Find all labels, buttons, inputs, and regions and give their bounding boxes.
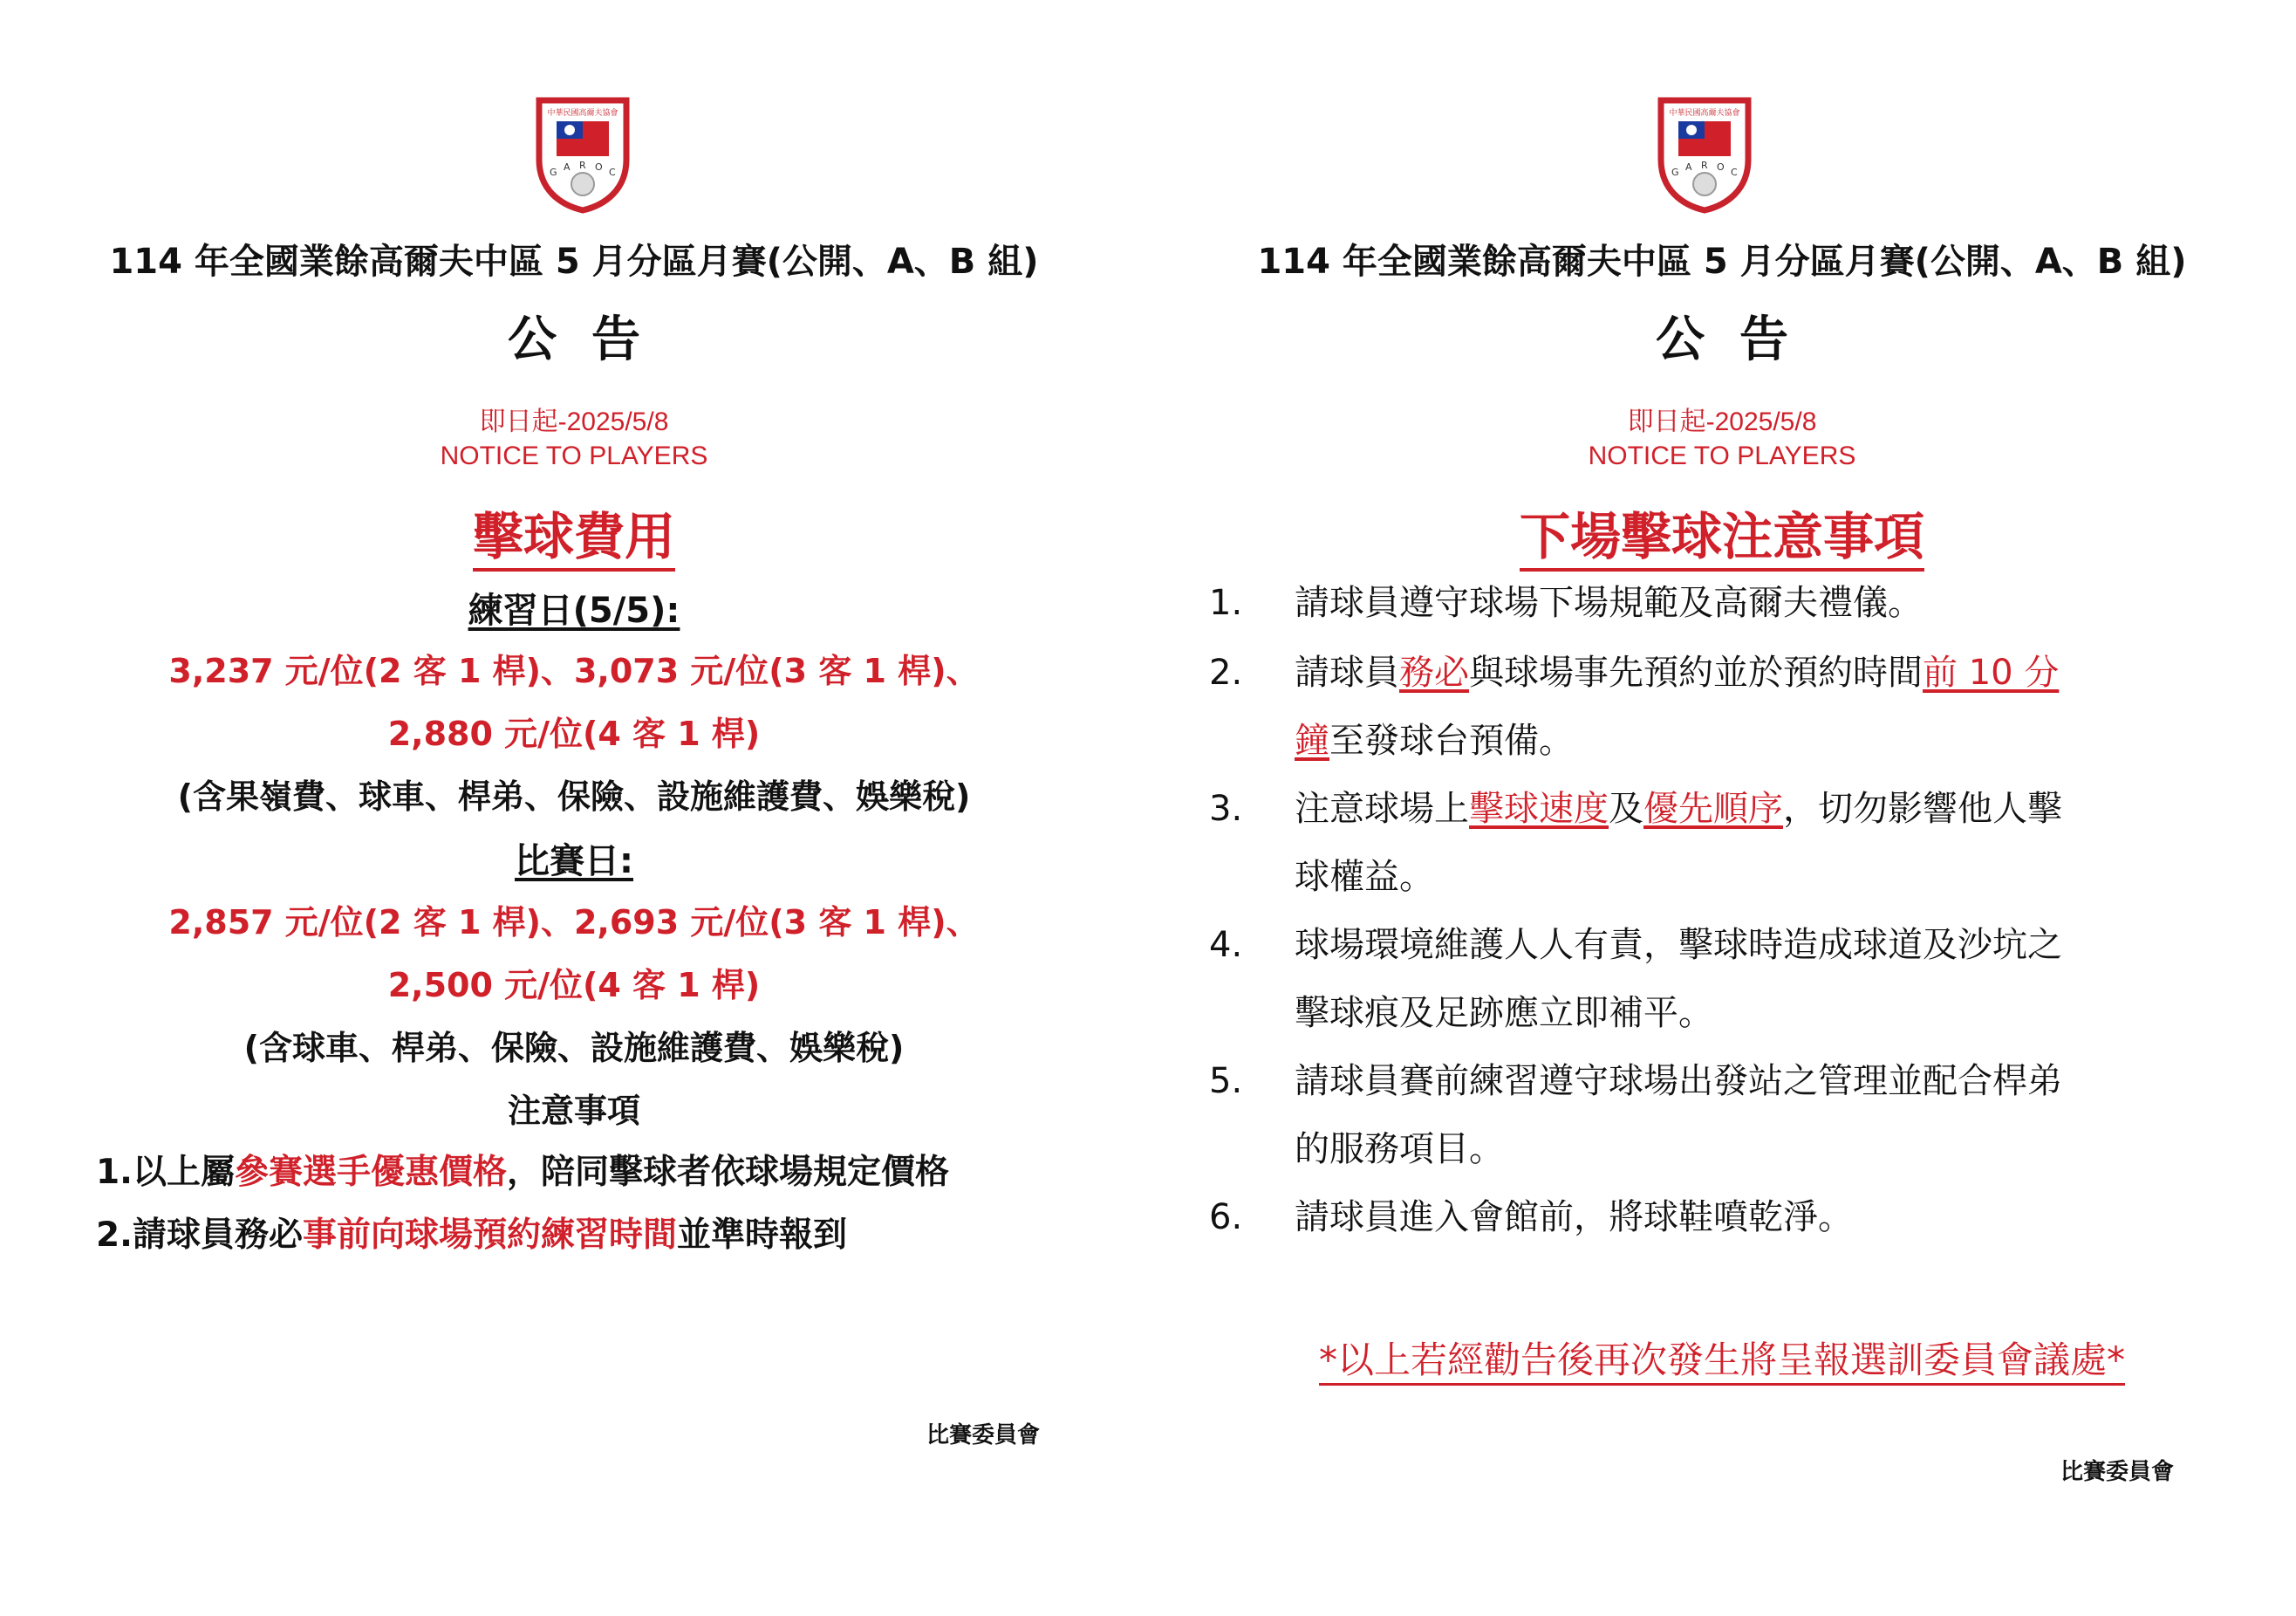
event-title: 114 年全國業餘高爾夫中區 5 月分區月賽(公開、A、B 組) bbox=[1257, 242, 2187, 282]
rule-highlight: 前 10 分 bbox=[1923, 653, 2060, 693]
rule-number: 2. bbox=[1209, 653, 1243, 693]
rule-text-part: 球場環境維護人人有責，擊球時造成球道及沙坑之 bbox=[1295, 925, 2062, 965]
note-1-prefix: 1.以上屬 bbox=[96, 1153, 235, 1192]
rule-text bbox=[1295, 911, 2219, 1047]
note-1 bbox=[96, 1145, 949, 1194]
rule-text-part: 請球員 bbox=[1295, 653, 1399, 693]
rule-highlight: 務必 bbox=[1399, 653, 1469, 693]
warning-notice-text: *以上若經勸告後再次發生將呈報選訓委員會議處* bbox=[1319, 1339, 2125, 1386]
rule-number: 6. bbox=[1209, 1197, 1243, 1237]
practice-day-label: 練習日(5/5): bbox=[468, 591, 680, 631]
svg-text:A: A bbox=[1685, 161, 1692, 173]
svg-text:R: R bbox=[579, 160, 586, 171]
rule-text-part: 至發球台預備。 bbox=[1329, 721, 1574, 761]
svg-text:A: A bbox=[564, 161, 571, 173]
announcement-heading: 公告 bbox=[1656, 312, 1823, 368]
warning-notice bbox=[1148, 1332, 2296, 1384]
rule-text-part: ，切勿影響他人擊 bbox=[1783, 789, 2062, 829]
match-includes: (含球車、桿弟、保險、設施維護費、娛樂稅) bbox=[243, 1029, 905, 1067]
rule-text: 請球員進入會館前，將球鞋噴乾淨。 bbox=[1295, 1197, 1853, 1237]
note-1-suffix: ，陪同擊球者依球場規定價格 bbox=[506, 1153, 949, 1192]
svg-text:G: G bbox=[1671, 167, 1679, 178]
match-prices-line1: 2,857 元/位(2 客 1 桿)、2,693 元/位(3 客 1 桿)、 bbox=[168, 903, 980, 942]
practice-prices-line2: 2,880 元/位(4 客 1 桿) bbox=[387, 715, 761, 753]
garoc-logo bbox=[530, 92, 635, 214]
date-line: 即日起-2025/5/8 bbox=[479, 407, 669, 436]
rule-text-part: 注意球場上 bbox=[1295, 789, 1469, 829]
fee-section-title bbox=[0, 496, 1148, 569]
note-2-highlight: 事前向球場預約練習時間 bbox=[302, 1215, 677, 1255]
rule-number: 4. bbox=[1209, 925, 1243, 965]
rule-highlight: 優先順序 bbox=[1643, 789, 1783, 829]
rule-text bbox=[1295, 639, 2219, 775]
note-2-prefix: 2.請球員務必 bbox=[96, 1215, 303, 1255]
notice-to-players: NOTICE TO PLAYERS bbox=[440, 442, 708, 470]
rules-section-title bbox=[1148, 496, 2296, 569]
rule-text-part: 球權益。 bbox=[1295, 857, 1434, 897]
svg-text:C: C bbox=[609, 167, 616, 178]
rule-number: 1. bbox=[1209, 583, 1243, 623]
rule-number: 3. bbox=[1209, 789, 1243, 829]
rule-highlight: 鐘 bbox=[1295, 721, 1329, 761]
rule-text-part: 及 bbox=[1609, 789, 1643, 829]
note-2 bbox=[96, 1208, 847, 1257]
svg-text:O: O bbox=[595, 161, 603, 173]
match-day-label: 比賽日: bbox=[515, 841, 633, 881]
svg-text:G: G bbox=[550, 167, 557, 178]
svg-text:O: O bbox=[1717, 161, 1725, 173]
rule-text: 請球員遵守球場下場規範及高爾夫禮儀。 bbox=[1295, 583, 1923, 623]
rule-text-part: 請球員賽前練習遵守球場出發站之管理並配合桿弟 bbox=[1295, 1061, 2062, 1101]
notice-to-players: NOTICE TO PLAYERS bbox=[1588, 442, 1856, 470]
right-notice-panel bbox=[1148, 0, 2296, 1616]
rule-text-part: 擊球痕及足跡應立即補平。 bbox=[1295, 993, 1713, 1033]
note-2-suffix: 並準時報到 bbox=[676, 1215, 847, 1255]
garoc-logo bbox=[1652, 92, 1757, 214]
rule-text bbox=[1295, 775, 2219, 911]
event-title: 114 年全國業餘高爾夫中區 5 月分區月賽(公開、A、B 組) bbox=[109, 242, 1039, 282]
rule-text bbox=[1295, 1047, 2219, 1183]
match-prices-line2: 2,500 元/位(4 客 1 桿) bbox=[387, 966, 761, 1004]
fee-section-title-text: 擊球費用 bbox=[473, 507, 675, 572]
right-signature: 比賽委員會 bbox=[2060, 1459, 2175, 1485]
announcement-heading: 公告 bbox=[508, 312, 675, 368]
practice-prices-line1: 3,237 元/位(2 客 1 桿)、3,073 元/位(3 客 1 桿)、 bbox=[168, 652, 980, 690]
garoc-shield-icon bbox=[1652, 92, 1757, 214]
svg-text:C: C bbox=[1731, 167, 1738, 178]
rule-highlight: 擊球速度 bbox=[1469, 789, 1609, 829]
date-line: 即日起-2025/5/8 bbox=[1627, 407, 1817, 436]
notes-title: 注意事項 bbox=[507, 1092, 640, 1130]
svg-text:中華民國高爾夫協會: 中華民國高爾夫協會 bbox=[1669, 109, 1740, 118]
practice-includes: (含果嶺費、球車、桿弟、保險、設施維護費、娛樂稅) bbox=[177, 777, 971, 816]
rule-text-part: 的服務項目。 bbox=[1295, 1129, 1504, 1169]
note-1-highlight: 參賽選手優惠價格 bbox=[234, 1153, 507, 1192]
rule-number: 5. bbox=[1209, 1061, 1243, 1101]
rules-section-title-text: 下場擊球注意事項 bbox=[1520, 507, 1924, 572]
garoc-shield-icon bbox=[530, 92, 635, 214]
left-signature: 比賽委員會 bbox=[926, 1422, 1041, 1448]
svg-text:R: R bbox=[1701, 160, 1708, 171]
rule-text-part: 與球場事先預約並於預約時間 bbox=[1469, 653, 1923, 693]
svg-text:中華民國高爾夫協會: 中華民國高爾夫協會 bbox=[547, 109, 618, 118]
